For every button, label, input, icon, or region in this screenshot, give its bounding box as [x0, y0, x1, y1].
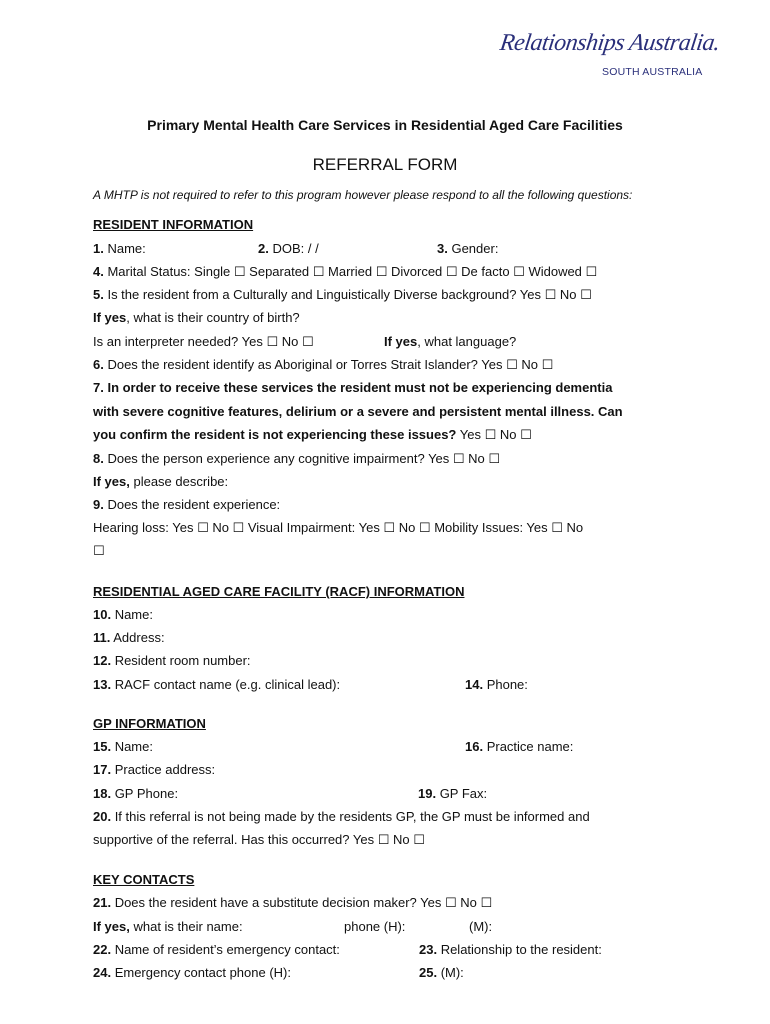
- q18-number: 18.: [93, 786, 112, 801]
- q16-number: 16.: [465, 739, 484, 754]
- relationships-australia-logo: [500, 30, 720, 82]
- if-yes-label: If yes,: [93, 919, 130, 934]
- q21-phone-m-field[interactable]: (M):: [469, 919, 493, 934]
- q21-phone-h-field[interactable]: phone (H):: [344, 919, 406, 934]
- q2-label: DOB: / /: [268, 241, 319, 256]
- q18-label: GP Phone:: [111, 786, 179, 801]
- q2-field[interactable]: [258, 240, 319, 258]
- resident-row-1: [93, 240, 693, 258]
- q19-label: GP Fax:: [436, 786, 488, 801]
- if-yes-label: If yes: [93, 310, 127, 325]
- q2-number: 2.: [258, 241, 269, 256]
- q21-number: 21.: [93, 895, 112, 910]
- logo-subtitle: SOUTH AUSTRALIA: [602, 66, 703, 78]
- country-of-birth-label: , what is their country of birth?: [126, 310, 300, 325]
- q13-contact-name[interactable]: [93, 677, 340, 692]
- q8-number: 8.: [93, 451, 104, 466]
- q21-name-field[interactable]: [93, 919, 243, 934]
- q7-confirm[interactable]: [93, 426, 532, 444]
- q21-details-row: [93, 918, 693, 936]
- q6-aboriginal-tsi[interactable]: [93, 356, 553, 374]
- q8-cognitive-impairment[interactable]: [93, 450, 500, 468]
- q21-substitute-decision-maker[interactable]: [93, 894, 492, 912]
- q3-number: 3.: [437, 241, 448, 256]
- q17-practice-address[interactable]: [93, 761, 215, 779]
- q18-gp-phone[interactable]: [93, 786, 178, 801]
- describe-label: please describe:: [129, 474, 229, 489]
- q14-phone[interactable]: [465, 676, 528, 694]
- q23-relationship[interactable]: [419, 941, 602, 959]
- q11-label: Address:: [110, 630, 165, 645]
- q14-number: 14.: [465, 677, 484, 692]
- q20-label: If this referral is not being made by the residents GP, the GP must be informed and: [111, 809, 590, 824]
- q16-practice-name[interactable]: [465, 738, 573, 756]
- q19-number: 19.: [418, 786, 437, 801]
- q10-racf-name[interactable]: [93, 606, 153, 624]
- q13-number: 13.: [93, 677, 112, 692]
- q4-label: Marital Status: Single ☐ Separated ☐ Married ☐ Divorced ☐ De facto ☐ Widowed ☐: [103, 264, 598, 279]
- q1-field[interactable]: [93, 241, 146, 256]
- q10-label: Name:: [111, 607, 153, 622]
- q9-mobility-no-checkbox[interactable]: ☐: [93, 543, 105, 558]
- q1-label: Name:: [103, 241, 146, 256]
- q20-gp-informed: [93, 808, 590, 826]
- q8-label: Does the person experience any cognitive impairment? Yes ☐ No ☐: [103, 451, 501, 466]
- q14-label: Phone:: [483, 677, 528, 692]
- q21-name-label: what is their name:: [129, 919, 243, 934]
- q4-number: 4.: [93, 264, 104, 279]
- q5-cald-background[interactable]: [93, 286, 592, 304]
- q9-resident-experience: [93, 496, 280, 514]
- q21-label: Does the resident have a substitute decision maker? Yes ☐ No ☐: [111, 895, 493, 910]
- q7-line-3: you confirm the resident is not experiencing these issues?: [93, 427, 457, 442]
- emergency-contact-row: [93, 941, 693, 959]
- q5-interpreter-row: [93, 333, 693, 351]
- q20-has-occurred[interactable]: supportive of the referral. Has this occurred? Yes ☐ No ☐: [93, 832, 425, 847]
- form-title: REFERRAL FORM: [312, 155, 458, 174]
- gp-section-heading: GP INFORMATION: [93, 716, 206, 731]
- q6-label: Does the resident identify as Aboriginal or Torres Strait Islander? Yes ☐ No ☐: [103, 357, 554, 372]
- language-label: , what language?: [417, 334, 517, 349]
- q15-label: Name:: [111, 739, 153, 754]
- q5-label: Is the resident from a Culturally and Linguistically Diverse background? Yes ☐ No ☐: [103, 287, 592, 302]
- gp-name-row: [93, 738, 693, 756]
- q6-number: 6.: [93, 357, 104, 372]
- q8-describe[interactable]: [93, 473, 228, 491]
- q24-label: Emergency contact phone (H):: [111, 965, 291, 980]
- q12-room-number[interactable]: [93, 652, 251, 670]
- q20-number: 20.: [93, 809, 112, 824]
- q9-label: Does the resident experience:: [103, 497, 281, 512]
- gp-phone-row: [93, 785, 693, 803]
- q12-label: Resident room number:: [111, 653, 251, 668]
- q5-number: 5.: [93, 287, 104, 302]
- q7-line-2: with severe cognitive features, delirium or a severe and persistent mental illness. Can: [93, 404, 623, 419]
- resident-section-heading: RESIDENT INFORMATION: [93, 217, 254, 232]
- q16-label: Practice name:: [483, 739, 574, 754]
- q10-number: 10.: [93, 607, 112, 622]
- q9-number: 9.: [93, 497, 104, 512]
- language-field[interactable]: [384, 333, 516, 351]
- q17-label: Practice address:: [111, 762, 216, 777]
- q4-marital-status[interactable]: [93, 263, 597, 281]
- contacts-section-heading: KEY CONTACTS: [93, 872, 195, 887]
- q15-gp-name[interactable]: [93, 739, 153, 754]
- logo-wordmark: Relationships Australia.: [498, 30, 722, 56]
- q19-gp-fax[interactable]: [418, 785, 487, 803]
- q1-number: 1.: [93, 241, 104, 256]
- emergency-phone-row: [93, 964, 693, 982]
- interpreter-needed-field[interactable]: Is an interpreter needed? Yes ☐ No ☐: [93, 334, 314, 349]
- if-yes-label: If yes,: [93, 474, 130, 489]
- q3-field[interactable]: [437, 240, 498, 258]
- q25-number: 25.: [419, 965, 438, 980]
- racf-section-heading: RESIDENTIAL AGED CARE FACILITY (RACF) INFORMATION: [93, 584, 465, 599]
- q12-number: 12.: [93, 653, 112, 668]
- q3-label: Gender:: [447, 241, 499, 256]
- q24-emergency-phone-h[interactable]: [93, 965, 291, 980]
- q11-racf-address[interactable]: [93, 629, 165, 647]
- q5-country-of-birth[interactable]: [93, 309, 300, 327]
- q23-number: 23.: [419, 942, 438, 957]
- if-yes-label: If yes: [384, 334, 418, 349]
- q7-options: Yes ☐ No ☐: [456, 427, 532, 442]
- racf-contact-row: [93, 676, 693, 694]
- q22-emergency-contact-name[interactable]: [93, 942, 340, 957]
- q25-label: (M):: [437, 965, 464, 980]
- document-title: Primary Mental Health Care Services in Residential Aged Care Facilities: [147, 117, 623, 133]
- q24-number: 24.: [93, 965, 112, 980]
- q22-label: Name of resident’s emergency contact:: [111, 942, 340, 957]
- q15-number: 15.: [93, 739, 112, 754]
- q23-label: Relationship to the resident:: [437, 942, 602, 957]
- q9-impairments-row[interactable]: Hearing loss: Yes ☐ No ☐ Visual Impairment: Yes ☐ No ☐ Mobility Issues: Yes ☐ No: [93, 520, 584, 535]
- q11-number: 11.: [93, 630, 111, 645]
- q17-number: 17.: [93, 762, 112, 777]
- intro-note: A MHTP is not required to refer to this program however please respond to all the following questions:: [93, 188, 633, 202]
- q22-number: 22.: [93, 942, 112, 957]
- q7-line-1: 7. In order to receive these services the resident must not be experiencing dementia: [93, 380, 613, 395]
- q13-label: RACF contact name (e.g. clinical lead):: [111, 677, 341, 692]
- q25-emergency-phone-m[interactable]: [419, 964, 464, 982]
